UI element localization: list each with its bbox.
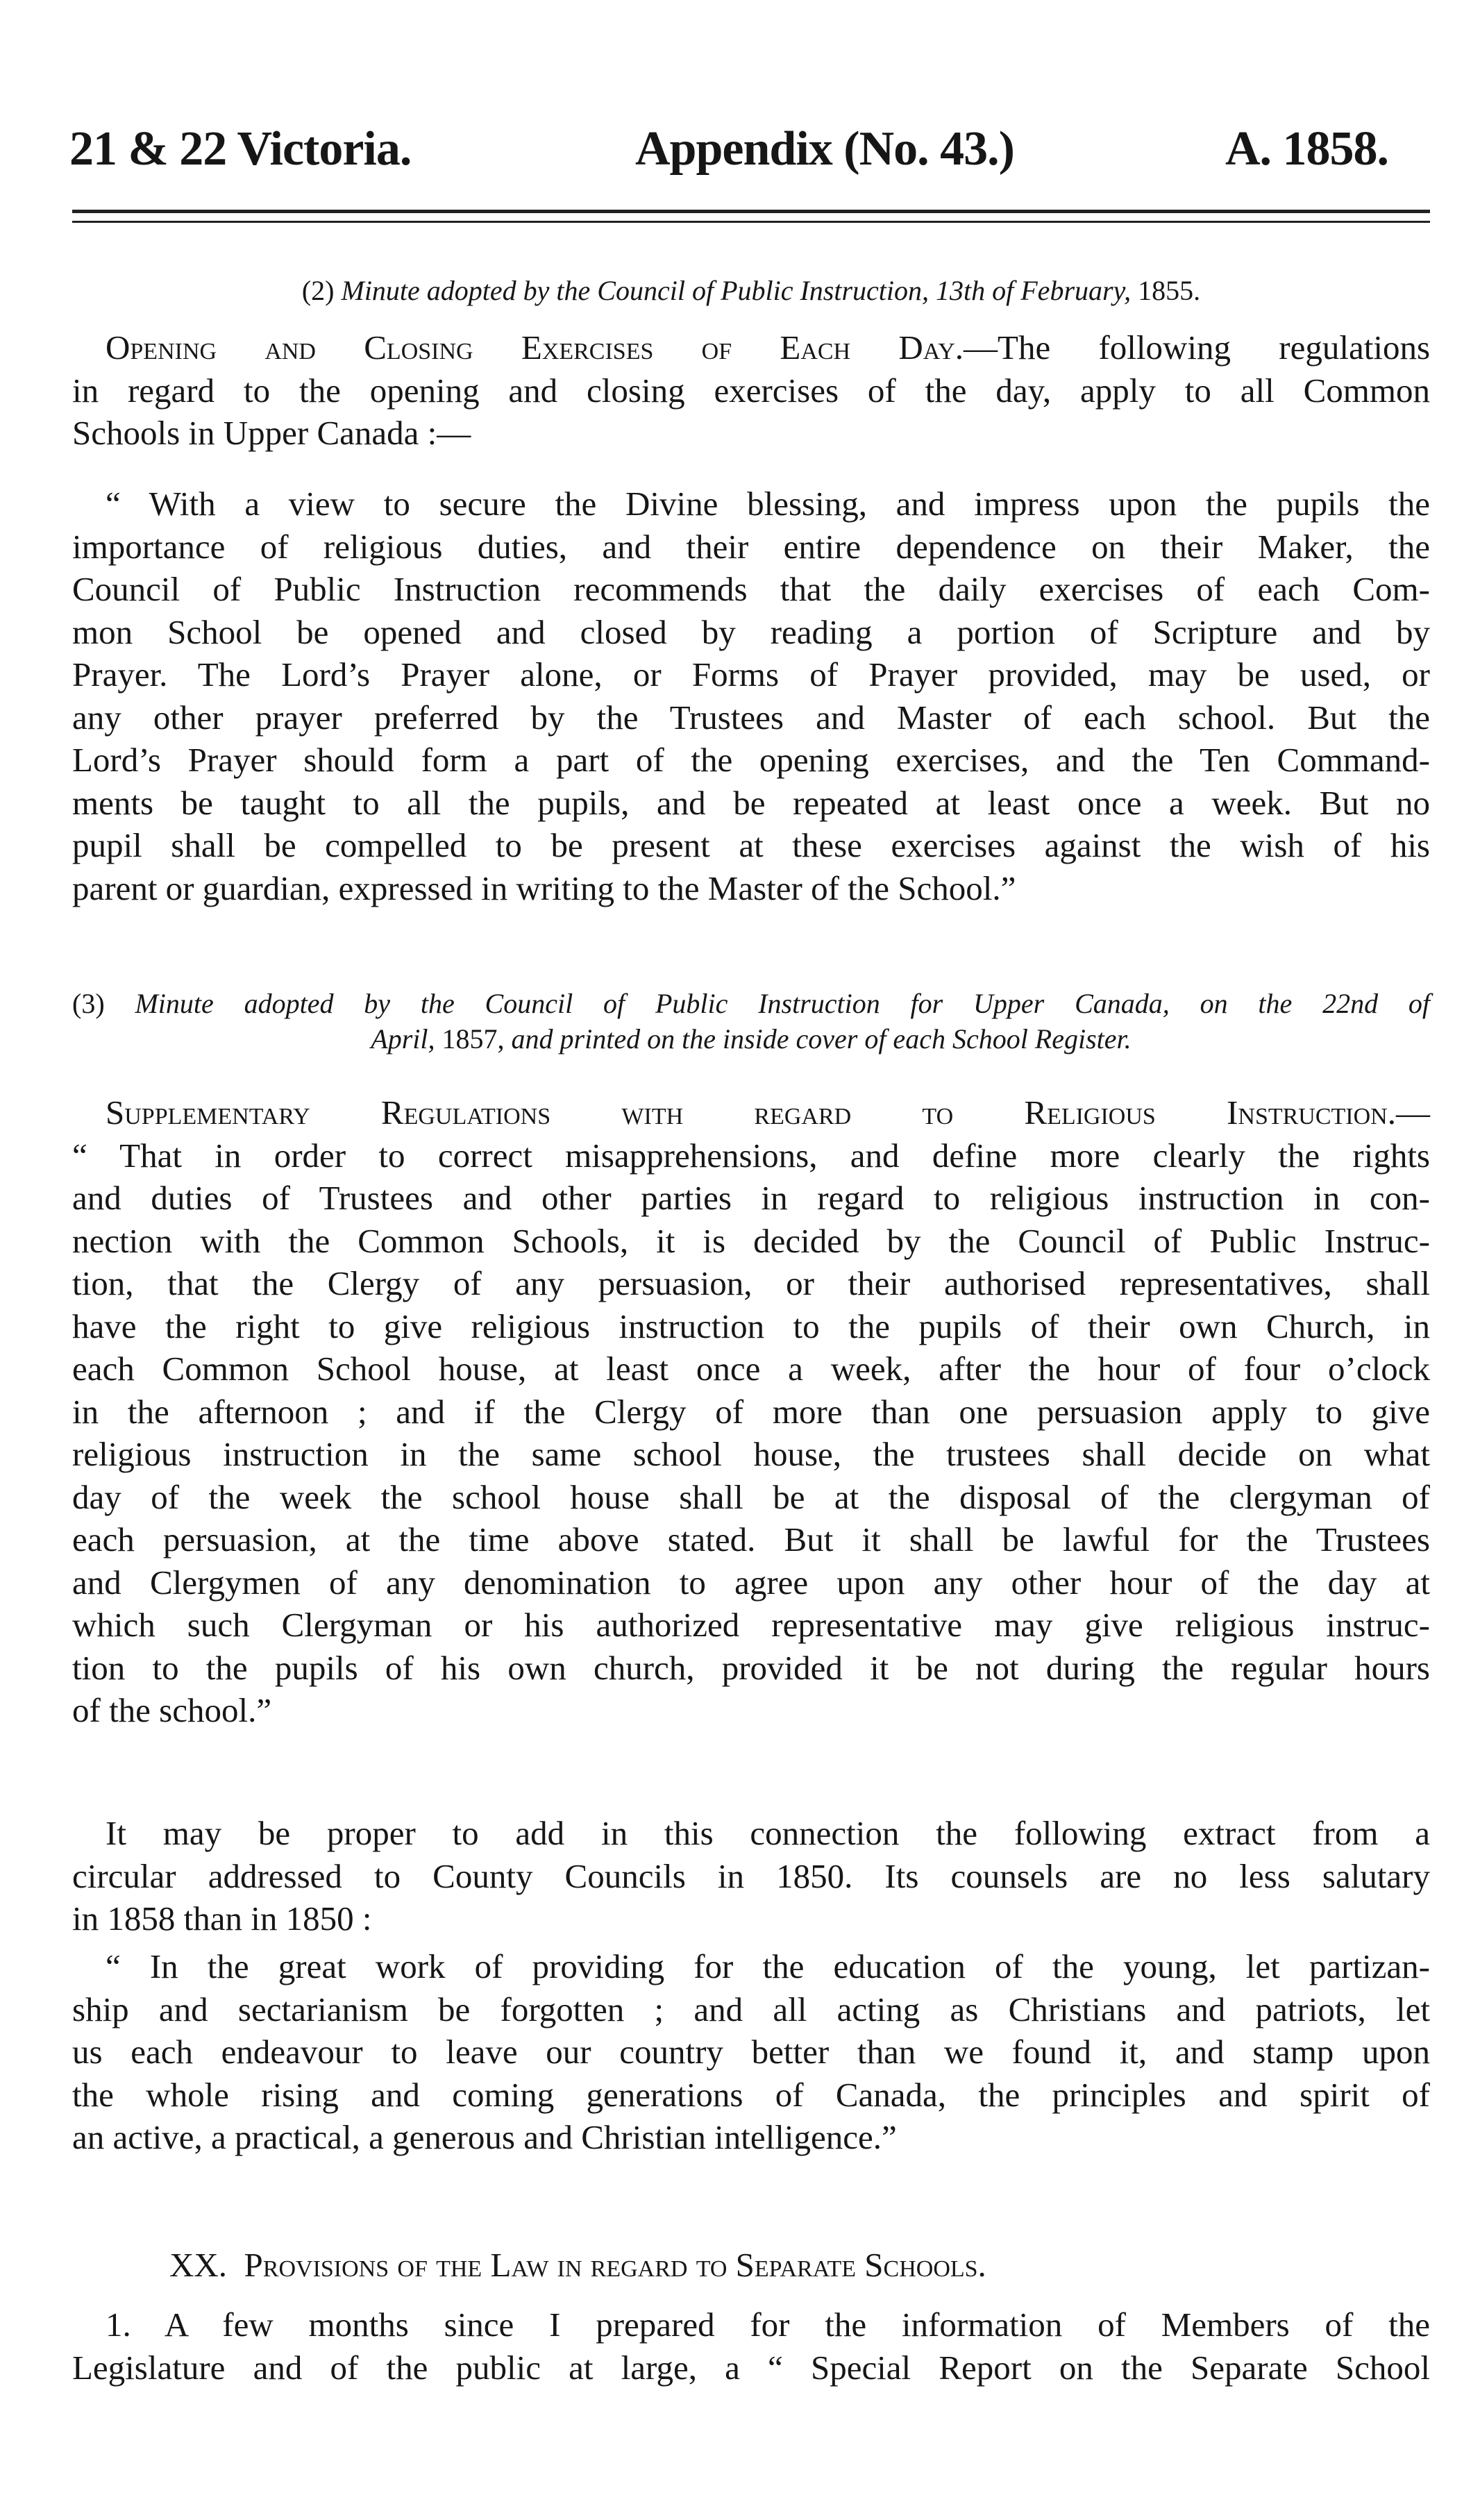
quote-1-line: “ With a view to secure the Divine blessing, and impress upon the pupils the <box>106 485 1430 523</box>
quote-2-line: ship and sectarianism be forgotten ; and all acting as Christians and patriots, let <box>72 1990 1430 2028</box>
paragraph-1-line: 1. A few months since I prepared for the information of Members of the <box>106 2305 1430 2344</box>
supplementary-heading: Supplementary Regulations with regard to Religious Instruction.— <box>106 1093 1430 1132</box>
extract-paragraph <box>72 1812 1430 1940</box>
opening-line-text: —The following regulations <box>964 328 1431 367</box>
minute-2-year: 1855. <box>1138 275 1201 306</box>
quote-1 <box>72 482 1430 909</box>
quote-1-line: mon School be opened and closed by reading a portion of Scripture and by <box>72 612 1430 651</box>
section-xx-number: XX. <box>169 2246 228 2284</box>
supplementary-line: in the afternoon ; and if the Clergy of more than one persuasion apply to give <box>72 1392 1430 1431</box>
supplementary-line: each Common School house, at least once a week, after the hour of four o’clock <box>72 1350 1430 1388</box>
minute-3-text: April, <box>371 1023 435 1055</box>
supplementary-line: tion, that the Clergy of any persuasion, or their authorised representatives, shall <box>72 1264 1430 1302</box>
quote-2-line: us each endeavour to leave our country better than we found it, and stamp upon <box>72 2033 1430 2071</box>
quote-2-line: an active, a practical, a generous and Christian intelligence.” <box>72 2118 897 2156</box>
paragraph-1 <box>72 2303 1430 2389</box>
header-right: A. 1858. <box>1225 122 1389 176</box>
minute-2-number: (2) <box>301 275 335 306</box>
quote-1-line: Council of Public Instruction recommends that the daily exercises of each Com- <box>72 570 1430 608</box>
minute-2-text: Minute adopted by the Council of Public Instruction, 13th of February, <box>341 275 1132 306</box>
opening-line-1 <box>72 326 1430 369</box>
quote-2-line: “ In the great work of providing for the education of the young, let partizan- <box>106 1947 1430 1985</box>
supplementary-paragraph <box>72 1091 1430 1732</box>
header-rule-top <box>72 210 1430 213</box>
extract-line: in 1858 than in 1850 : <box>72 1899 372 1938</box>
section-xx-line <box>169 2244 1430 2287</box>
quote-1-line: ments be taught to all the pupils, and be repeated at least once a week. But no <box>72 783 1430 822</box>
supplementary-line: each persuasion, at the time above stated. But it shall be lawful for the Trustees <box>72 1520 1430 1559</box>
supplementary-line: and Clergymen of any denomination to agree upon any other hour of the day at <box>72 1563 1430 1602</box>
minute-3-number: (3) <box>72 988 105 1019</box>
opening-line: Schools in Upper Canada :— <box>72 414 471 452</box>
quote-1-line: any other prayer preferred by the Trustees and Master of each school. But the <box>72 698 1430 737</box>
supplementary-line: “ That in order to correct misapprehensions, and define more clearly the rights <box>72 1136 1430 1175</box>
quote-1-line: parent or guardian, expressed in writing to the Master of the School.” <box>72 868 1016 907</box>
opening-line: in regard to the opening and closing exercises of the day, apply to all Common <box>72 371 1430 410</box>
minute-3-year: 1857, <box>442 1023 505 1055</box>
minute-3-caption <box>72 986 1430 1057</box>
header-rule-bottom <box>72 221 1430 223</box>
supplementary-line: of the school.” <box>72 1691 272 1729</box>
minute-3-line-1 <box>72 986 1430 1021</box>
extract-line: circular addressed to County Councils in 1850. Its counsels are no less salutary <box>72 1856 1430 1895</box>
header-left: 21 & 22 Victoria. <box>69 122 412 176</box>
extract-line: It may be proper to add in this connection the following extract from a <box>106 1814 1430 1852</box>
paragraph-1-line: Legislature and of the public at large, a “ Special Report on the Separate School <box>72 2348 1430 2387</box>
minute-3-line-2 <box>72 1021 1430 1057</box>
quote-1-line: importance of religious duties, and their entire dependence on their Maker, the <box>72 527 1430 566</box>
section-xx-heading <box>72 2244 1430 2287</box>
minute-3-text: Minute adopted by the Council of Public Instruction for Upper Canada, on the 22nd of <box>135 988 1431 1019</box>
opening-heading: Opening and Closing Exercises of Each Day. <box>106 328 964 367</box>
header-center: Appendix (No. 43.) <box>635 122 1014 176</box>
supplementary-line: have the right to give religious instruction to the pupils of their own Church, in <box>72 1307 1430 1345</box>
quote-1-line: Lord’s Prayer should form a part of the opening exercises, and the Ten Command- <box>72 741 1430 779</box>
section-xx-title: Provisions of the Law in regard to Separate Schools. <box>244 2246 986 2284</box>
supplementary-line: religious instruction in the same school house, the trustees shall decide on what <box>72 1435 1430 1473</box>
quote-1-line: Prayer. The Lord’s Prayer alone, or Forms of Prayer provided, may be used, or <box>72 655 1430 694</box>
quote-2 <box>72 1945 1430 2159</box>
supplementary-line: and duties of Trustees and other parties in regard to religious instruction in con- <box>72 1179 1430 1217</box>
supplementary-line: nection with the Common Schools, it is decided by the Council of Public Instruc- <box>72 1221 1430 1260</box>
quote-1-line: pupil shall be compelled to be present at these exercises against the wish of his <box>72 826 1430 864</box>
opening-paragraph <box>72 326 1430 455</box>
supplementary-line: which such Clergyman or his authorized representative may give religious instruc- <box>72 1606 1430 1644</box>
minute-3-text: and printed on the inside cover of each School Register. <box>511 1023 1132 1055</box>
supplementary-line: tion to the pupils of his own church, provided it be not during the regular hours <box>72 1648 1430 1687</box>
quote-2-line: the whole rising and coming generations of Canada, the principles and spirit of <box>72 2075 1430 2114</box>
supplementary-line: day of the week the school house shall be at the disposal of the clergyman of <box>72 1477 1430 1516</box>
minute-2-caption <box>72 274 1430 307</box>
